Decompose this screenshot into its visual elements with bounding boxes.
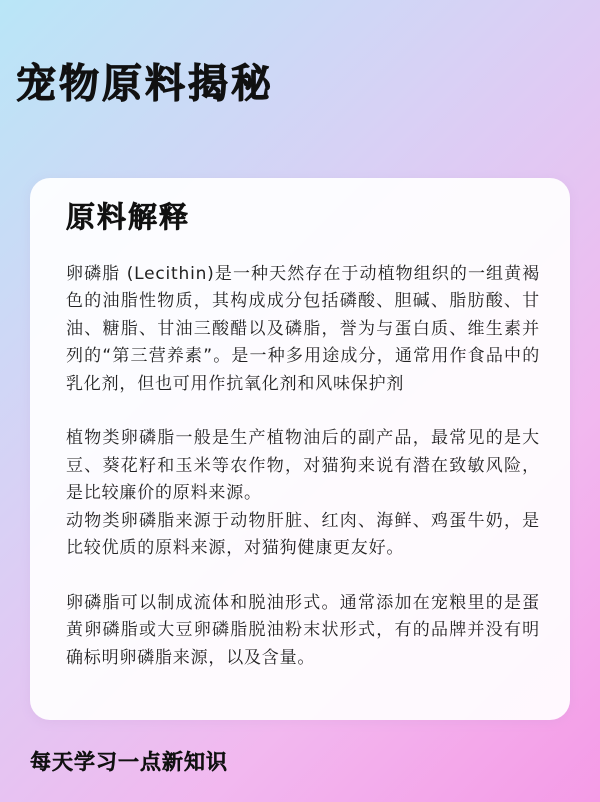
- footer-slogan: 每天学习一点新知识: [30, 750, 228, 774]
- paragraph-lecithin-forms: 卵磷脂可以制成流体和脱油形式。通常添加在宠粮里的是蛋黄卵磷脂或大豆卵磷脂脱油粉末状形式，有的品牌并没有明确标明卵磷脂来源，以及含量。: [66, 592, 540, 668]
- card-body: [66, 261, 540, 672]
- paragraph-lecithin-definition: 卵磷脂 (Lecithin)是一种天然存在于动植物组织的一组黄褐色的油脂性物质，其构成成分包括磷酸、胆碱、脂肪酸、甘油、糖脂、甘油三酸醋以及磷脂，誉为与蛋白质、维生素并列的“第三营养素”。是一种多用途成分，通常用作食品中的乳化剂，但也可用作抗氧化剂和风味保护剂: [66, 264, 540, 394]
- paragraph-plant-lecithin: 植物类卵磷脂一般是生产植物油后的副产品，最常见的是大豆、葵花籽和玉米等农作物，对猫狗来说有潜在致敏风险，是比较廉价的原料来源。: [66, 428, 540, 504]
- content-card: [30, 178, 570, 720]
- card-heading: 原料解释: [66, 200, 191, 234]
- paragraph-animal-lecithin: 动物类卵磷脂来源于动物肝脏、红肉、海鲜、鸡蛋牛奶，是比较优质的原料来源，对猫狗健康更友好。: [66, 510, 540, 559]
- page-title: 宠物原料揭秘: [16, 61, 274, 107]
